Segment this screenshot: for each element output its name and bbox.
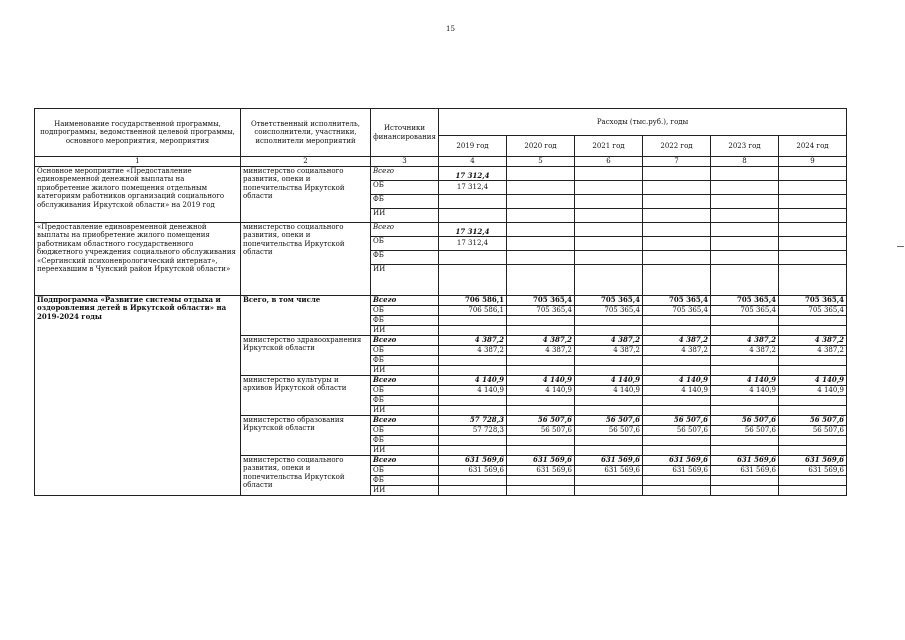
value-cell: 56 507,6 xyxy=(643,416,711,426)
column-numbers-row xyxy=(35,157,847,167)
page-number: 15 xyxy=(446,25,455,33)
value-cell: 56 507,6 xyxy=(507,426,575,436)
source-ob: ОБ xyxy=(371,386,439,396)
source-total: Всего xyxy=(371,167,439,181)
responsible-executor: министерство здравоохранения Иркутской области xyxy=(241,336,371,376)
value-cell: 706 586,1 xyxy=(439,296,507,306)
table-row xyxy=(35,296,847,306)
source-fb: ФБ xyxy=(371,195,439,209)
value-cell: 4 387,2 xyxy=(711,336,779,346)
source-ii: ИИ xyxy=(371,446,439,456)
value-cell: 56 507,6 xyxy=(779,416,847,426)
header-expenses: Расходы (тыс.руб.), годы xyxy=(439,109,847,136)
value-cell: 56 507,6 xyxy=(711,416,779,426)
source-total: Всего xyxy=(371,336,439,346)
value-cell: 17 312,4 xyxy=(439,237,507,251)
value-cell: 17 312,4 xyxy=(439,167,507,181)
source-fb: ФБ xyxy=(371,436,439,446)
value-cell: 4 140,9 xyxy=(575,386,643,396)
source-ii: ИИ xyxy=(371,486,439,496)
source-fb: ФБ xyxy=(371,476,439,486)
value-cell: 631 569,6 xyxy=(711,466,779,476)
value-cell: 631 569,6 xyxy=(779,456,847,466)
value-cell: 56 507,6 xyxy=(711,426,779,436)
value-cell: 56 507,6 xyxy=(643,426,711,436)
value-cell: 17 312,4 xyxy=(439,223,507,237)
measure-name: Основное мероприятие «Предоставление единовременной денежной выплаты на приобретение жилого помещения отдельным категориям работников организаций социального обслуживания Иркутской области» на 2019 год xyxy=(35,167,241,223)
value-cell: 4 140,9 xyxy=(711,376,779,386)
value-cell: 17 312,4 xyxy=(439,181,507,195)
subprogram-name: Подпрограмма «Развитие системы отдыха и оздоровления детей в Иркутской области» на 2019-2024 годы xyxy=(35,296,241,496)
column-number: 9 xyxy=(779,157,847,167)
value-cell: 631 569,6 xyxy=(643,466,711,476)
value-cell: 705 365,4 xyxy=(779,296,847,306)
header-year: 2021 год xyxy=(575,136,643,157)
value-cell: 56 507,6 xyxy=(575,416,643,426)
value-cell: 4 387,2 xyxy=(643,336,711,346)
source-fb: ФБ xyxy=(371,396,439,406)
source-ob: ОБ xyxy=(371,306,439,316)
value-cell: 705 365,4 xyxy=(643,306,711,316)
value-cell: 705 365,4 xyxy=(643,296,711,306)
value-cell: 705 365,4 xyxy=(507,296,575,306)
value-cell: 706 586,1 xyxy=(439,306,507,316)
value-cell: 4 387,2 xyxy=(439,346,507,356)
source-total: Всего xyxy=(371,456,439,466)
source-total: Всего xyxy=(371,376,439,386)
value-cell: 4 387,2 xyxy=(507,346,575,356)
column-number: 8 xyxy=(711,157,779,167)
column-number: 6 xyxy=(575,157,643,167)
value-cell: 4 387,2 xyxy=(507,336,575,346)
column-number: 1 xyxy=(35,157,241,167)
value-cell: 4 140,9 xyxy=(779,386,847,396)
source-ii: ИИ xyxy=(371,209,439,223)
value-cell: 631 569,6 xyxy=(643,456,711,466)
source-ob: ОБ xyxy=(371,181,439,195)
column-number: 7 xyxy=(643,157,711,167)
value-cell: 4 140,9 xyxy=(439,376,507,386)
source-total: Всего xyxy=(371,223,439,237)
value-cell: 56 507,6 xyxy=(779,426,847,436)
value-cell: 56 507,6 xyxy=(575,426,643,436)
measure-name: «Предоставление единовременной денежной выплаты на приобретение жилого помещения работникам областного государственного бюджетного учреждения социального обслуживания «Сергинский психоневрологический интернат», переехавшим в Чунский район Иркутской области» xyxy=(35,223,241,296)
header-year: 2020 год xyxy=(507,136,575,157)
source-ob: ОБ xyxy=(371,466,439,476)
value-cell: 4 387,2 xyxy=(643,346,711,356)
source-fb: ФБ xyxy=(371,316,439,326)
value-cell: 631 569,6 xyxy=(779,466,847,476)
value-cell: 705 365,4 xyxy=(779,306,847,316)
value-cell: 4 387,2 xyxy=(439,336,507,346)
responsible-executor: Всего, в том числе xyxy=(241,296,371,336)
value-cell: 57 728,3 xyxy=(439,416,507,426)
value-cell: 4 140,9 xyxy=(507,386,575,396)
source-ii: ИИ xyxy=(371,406,439,416)
source-fb: ФБ xyxy=(371,251,439,265)
value-cell: 4 387,2 xyxy=(779,336,847,346)
value-cell: 705 365,4 xyxy=(507,306,575,316)
header-year: 2023 год xyxy=(711,136,779,157)
value-cell: 4 140,9 xyxy=(643,386,711,396)
header-year: 2022 год xyxy=(643,136,711,157)
responsible-executor: министерство социального развития, опеки и попечительства Иркутской области xyxy=(241,167,371,223)
table-row xyxy=(35,167,847,181)
value-cell: 705 365,4 xyxy=(711,296,779,306)
source-total: Всего xyxy=(371,296,439,306)
value-cell: 4 140,9 xyxy=(643,376,711,386)
responsible-executor: министерство культуры и архивов Иркутской области xyxy=(241,376,371,416)
value-cell: 4 387,2 xyxy=(575,346,643,356)
source-total: Всего xyxy=(371,416,439,426)
source-ii: ИИ xyxy=(371,326,439,336)
source-ob: ОБ xyxy=(371,237,439,251)
value-cell: 4 140,9 xyxy=(711,386,779,396)
value-cell: 4 387,2 xyxy=(779,346,847,356)
value-cell: 56 507,6 xyxy=(507,416,575,426)
value-cell: 631 569,6 xyxy=(439,466,507,476)
value-cell: 705 365,4 xyxy=(575,306,643,316)
value-cell: 631 569,6 xyxy=(507,456,575,466)
value-cell: 4 387,2 xyxy=(711,346,779,356)
value-cell: 4 140,9 xyxy=(507,376,575,386)
value-cell: 631 569,6 xyxy=(507,466,575,476)
responsible-executor: министерство социального развития, опеки и попечительства Иркутской области xyxy=(241,456,371,496)
source-ii: ИИ xyxy=(371,366,439,376)
value-cell: 4 140,9 xyxy=(575,376,643,386)
responsible-executor: министерство образования Иркутской области xyxy=(241,416,371,456)
value-cell: 705 365,4 xyxy=(575,296,643,306)
source-ob: ОБ xyxy=(371,346,439,356)
header-year: 2019 год xyxy=(439,136,507,157)
value-cell: 705 365,4 xyxy=(711,306,779,316)
financing-table xyxy=(34,108,847,496)
value-cell: 631 569,6 xyxy=(575,456,643,466)
column-number: 3 xyxy=(371,157,439,167)
header-responsible: Ответственный исполнитель, соисполнители, участники, исполнители мероприятий xyxy=(241,109,371,157)
value-cell: 4 140,9 xyxy=(439,386,507,396)
header-source: Источники финансирования xyxy=(371,109,439,157)
margin-mark xyxy=(897,246,904,247)
value-cell: 631 569,6 xyxy=(439,456,507,466)
source-fb: ФБ xyxy=(371,356,439,366)
source-ii: ИИ xyxy=(371,265,439,296)
value-cell: 631 569,6 xyxy=(711,456,779,466)
value-cell: 631 569,6 xyxy=(575,466,643,476)
value-cell: 57 728,3 xyxy=(439,426,507,436)
value-cell: 4 387,2 xyxy=(575,336,643,346)
value-cell: 4 140,9 xyxy=(779,376,847,386)
header-year: 2024 год xyxy=(779,136,847,157)
source-ob: ОБ xyxy=(371,426,439,436)
column-number: 5 xyxy=(507,157,575,167)
table-row xyxy=(35,223,847,237)
responsible-executor: министерство социального развития, опеки и попечительства Иркутской области xyxy=(241,223,371,296)
header-name: Наименование государственной программы, подпрограммы, ведомственной целевой программы, основного мероприятия, мероприятия xyxy=(35,109,241,157)
column-number: 2 xyxy=(241,157,371,167)
column-number: 4 xyxy=(439,157,507,167)
